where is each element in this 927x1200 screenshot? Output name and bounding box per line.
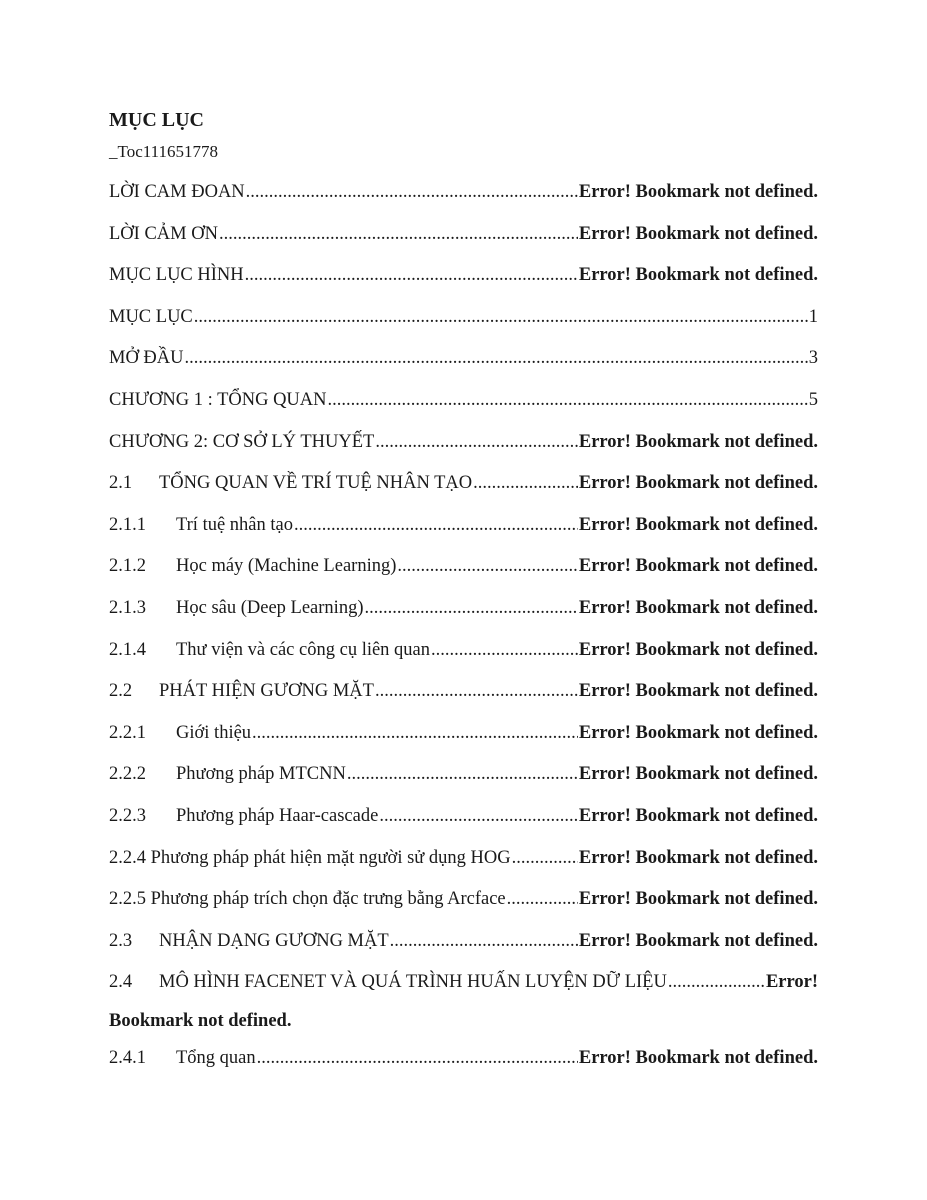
toc-entry[interactable]	[109, 172, 818, 214]
toc-entry[interactable]	[109, 505, 818, 547]
toc-entry[interactable]	[109, 838, 818, 880]
toc-entry-title: Học sâu (Deep Learning)	[176, 597, 364, 618]
toc-entry[interactable]	[109, 214, 818, 256]
toc-entry-number: 2.2.2	[109, 764, 146, 785]
toc-entry[interactable]	[109, 297, 818, 339]
toc-entry-number: 2.4.1	[109, 1047, 146, 1068]
toc-entry-number: 2.1.3	[109, 597, 146, 618]
toc-entry-page: Error! Bookmark not defined.	[578, 889, 818, 910]
dot-leader	[379, 796, 578, 838]
toc-entry-page: Error! Bookmark not defined.	[578, 847, 818, 868]
dot-leader	[328, 380, 808, 422]
dot-leader	[507, 879, 578, 921]
toc-entry-page: Error! Bookmark not defined.	[578, 182, 818, 202]
toc-entry[interactable]	[109, 422, 818, 464]
toc-entry-title: MỤC LỤC	[109, 306, 193, 327]
toc-entry-title: LỜI CAM ĐOAN	[109, 182, 245, 202]
dot-leader	[668, 962, 765, 1004]
toc-entry-number: 2.1	[109, 473, 133, 494]
toc-entry-page: Error! Bookmark not defined.	[578, 473, 818, 494]
bookmark-code: _Toc111651778	[109, 142, 218, 161]
toc-entry-number: 2.2.3	[109, 805, 146, 826]
dot-leader	[294, 505, 578, 547]
toc-entry-number: 2.1.2	[109, 556, 146, 577]
dot-leader	[185, 338, 808, 380]
toc-entry-title: Phương pháp Haar-cascade	[176, 805, 379, 826]
toc-entry-page: Error! Bookmark not defined.	[578, 556, 818, 577]
toc-entry-page: Error! Bookmark not defined.	[578, 805, 818, 826]
toc-entry-page: Error! Bookmark not defined.	[578, 681, 818, 702]
toc-entry[interactable]	[109, 921, 818, 963]
toc-entry-page: Error! Bookmark not defined.	[578, 764, 818, 785]
toc-entry-title: CHƯƠNG 2: CƠ SỞ LÝ THUYẾT	[109, 431, 375, 452]
toc-entry-number: 2.1.4	[109, 639, 146, 660]
toc-entry[interactable]	[109, 380, 818, 422]
toc-entry-title: Thư viện và các công cụ liên quan	[176, 639, 431, 660]
toc-entry-title: Giới thiệu	[176, 722, 252, 743]
dot-leader	[390, 921, 578, 963]
dot-leader	[252, 713, 578, 755]
toc-entry-page: 3	[808, 348, 818, 369]
toc-entry-number: 2.4	[109, 972, 133, 993]
toc-entry[interactable]	[109, 1038, 818, 1080]
toc-entry[interactable]	[109, 754, 818, 796]
dot-leader	[397, 546, 577, 588]
toc-entry-title: NHẬN DẠNG GƯƠNG MẶT	[159, 930, 389, 951]
dot-leader	[375, 671, 578, 713]
dot-leader	[219, 214, 578, 256]
toc-entry[interactable]	[109, 962, 818, 1004]
toc-entry-number: 2.2	[109, 681, 133, 702]
toc-entry-title: Tổng quan	[176, 1047, 256, 1068]
toc-list	[109, 172, 818, 1079]
toc-entry-title: LỜI CẢM ƠN	[109, 223, 218, 244]
toc-entry-page: Error! Bookmark not defined.	[578, 639, 818, 660]
toc-entry-title: CHƯƠNG 1 : TỔNG QUAN	[109, 389, 327, 410]
dot-leader	[375, 422, 578, 464]
toc-entry-page: Error! Bookmark not defined.	[578, 265, 818, 286]
dot-leader	[257, 1038, 578, 1080]
toc-heading: MỤC LỤC	[109, 109, 204, 131]
toc-entry-page: 1	[808, 306, 818, 327]
toc-entry-title: TỔNG QUAN VỀ TRÍ TUỆ NHÂN TẠO	[159, 473, 473, 494]
toc-entry-page: Error! Bookmark not defined.	[578, 431, 818, 452]
toc-entry-number: 2.1.1	[109, 514, 146, 535]
toc-entry[interactable]	[109, 796, 818, 838]
toc-entry-page: Error! Bookmark not defined.	[578, 223, 818, 244]
toc-entry-title: Học máy (Machine Learning)	[176, 556, 397, 577]
dot-leader	[431, 630, 578, 672]
toc-entry-page: 5	[808, 389, 818, 410]
toc-entry[interactable]	[109, 630, 818, 672]
dot-leader	[347, 754, 578, 796]
toc-entry-number: 2.2.1	[109, 722, 146, 743]
toc-entry[interactable]	[109, 879, 818, 921]
toc-entry[interactable]	[109, 588, 818, 630]
toc-entry-page-continuation: Bookmark not defined.	[109, 1010, 292, 1031]
toc-entry-page: Error! Bookmark not defined.	[578, 722, 818, 743]
toc-entry-title: Phương pháp MTCNN	[176, 764, 346, 785]
toc-entry[interactable]	[109, 671, 818, 713]
toc-entry-page: Error!	[765, 972, 818, 993]
toc-entry-page: Error! Bookmark not defined.	[578, 597, 818, 618]
toc-entry-title: MỞ ĐẦU	[109, 348, 184, 369]
dot-leader	[364, 588, 577, 630]
toc-entry[interactable]	[109, 713, 818, 755]
dot-leader	[194, 297, 808, 339]
dot-leader	[473, 463, 578, 505]
toc-entry[interactable]	[109, 463, 818, 505]
toc-entry-page: Error! Bookmark not defined.	[578, 514, 818, 535]
dot-leader	[245, 255, 578, 297]
toc-entry-title: PHÁT HIỆN GƯƠNG MẶT	[159, 681, 374, 702]
toc-entry[interactable]	[109, 546, 818, 588]
toc-entry-page: Error! Bookmark not defined.	[578, 930, 818, 951]
toc-entry[interactable]	[109, 255, 818, 297]
dot-leader	[512, 838, 578, 880]
toc-entry-title: MÔ HÌNH FACENET VÀ QUÁ TRÌNH HUẤN LUYỆN DỮ LIỆU	[159, 972, 667, 993]
toc-entry-number: 2.3	[109, 930, 133, 951]
toc-entry-title: MỤC LỤC HÌNH	[109, 265, 244, 286]
dot-leader	[246, 172, 578, 214]
toc-entry-page: Error! Bookmark not defined.	[578, 1047, 818, 1068]
toc-entry-title: 2.2.4 Phương pháp phát hiện mặt người sử dụng HOG	[109, 847, 511, 868]
toc-entry-title: 2.2.5 Phương pháp trích chọn đặc trưng bằng Arcface	[109, 889, 506, 910]
toc-entry-title: Trí tuệ nhân tạo	[176, 514, 293, 535]
toc-entry[interactable]	[109, 338, 818, 380]
